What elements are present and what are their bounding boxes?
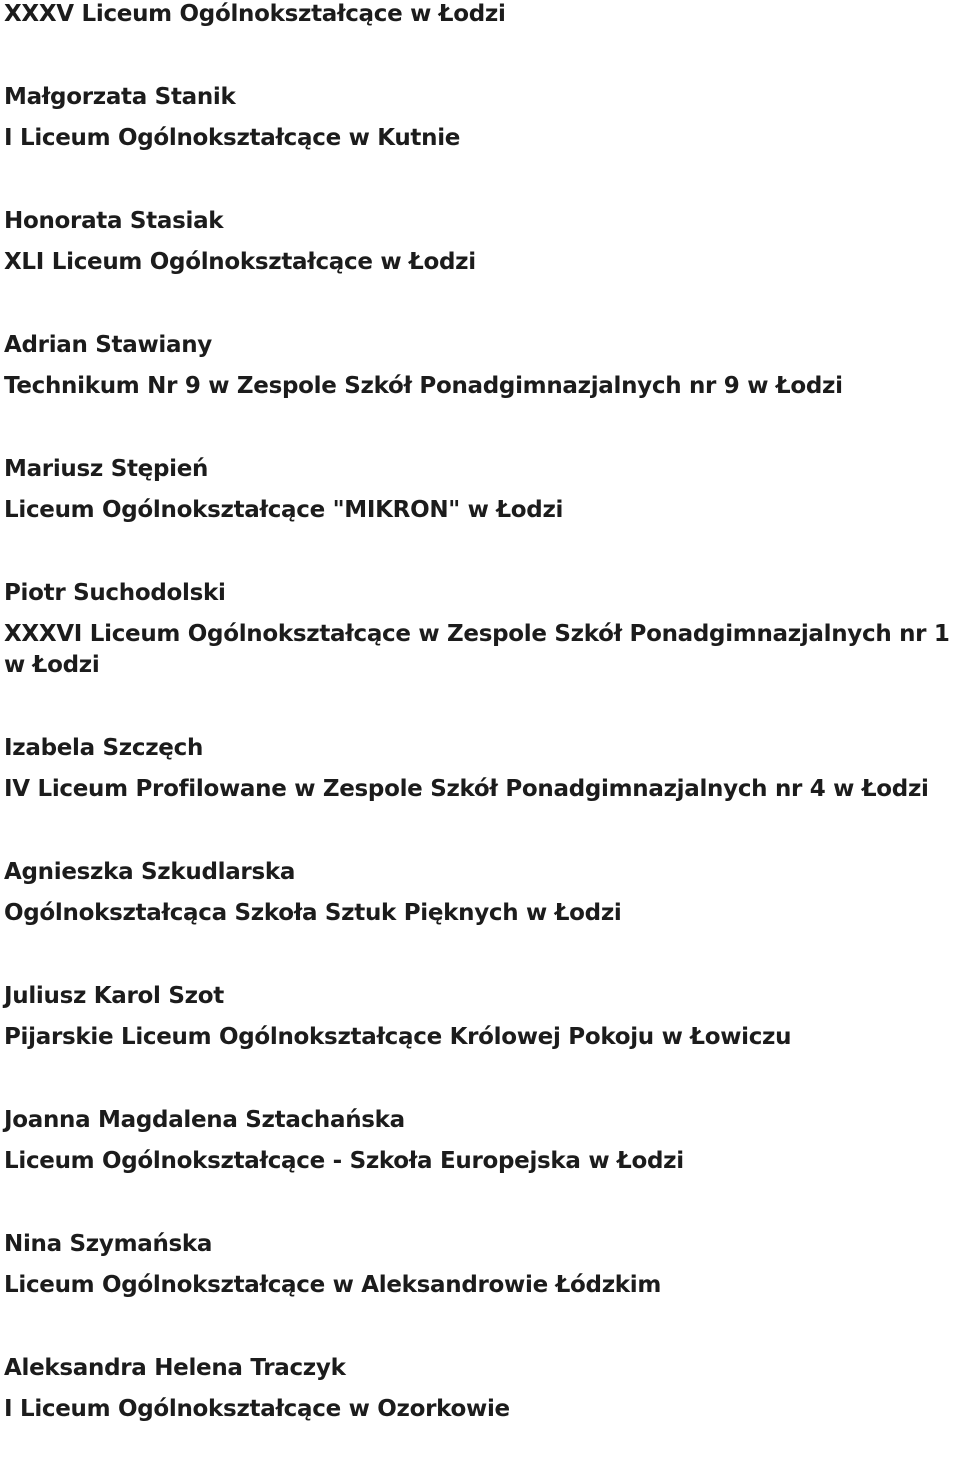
school-line: Liceum Ogólnokształcące - Szkoła Europejska w Łodzi xyxy=(4,1148,684,1174)
school-line: Ogólnokształcąca Szkoła Sztuk Pięknych w Łodzi xyxy=(4,900,622,926)
person-name: Małgorzata Stanik xyxy=(4,84,236,110)
school-line: I Liceum Ogólnokształcące w Ozorkowie xyxy=(4,1396,510,1422)
school-line: I Liceum Ogólnokształcące w Kutnie xyxy=(4,125,461,151)
school-line: XLI Liceum Ogólnokształcące w Łodzi xyxy=(4,249,476,275)
school-line: Pijarskie Liceum Ogólnokształcące Królowej Pokoju w Łowiczu xyxy=(4,1024,792,1050)
school-line: Liceum Ogólnokształcące w Aleksandrowie Łódzkim xyxy=(4,1272,662,1298)
school-line: XXXVI Liceum Ogólnokształcące w Zespole Szkół Ponadgimnazjalnych nr 1 w Łodzi xyxy=(4,621,950,678)
person-name: Juliusz Karol Szot xyxy=(4,983,224,1009)
person-name: Izabela Szczęch xyxy=(4,735,204,761)
school-line: Technikum Nr 9 w Zespole Szkół Ponadgimnazjalnych nr 9 w Łodzi xyxy=(4,373,843,399)
school-line: XXXV Liceum Ogólnokształcące w Łodzi xyxy=(4,1,506,27)
school-line: Liceum Ogólnokształcące "MIKRON" w Łodzi xyxy=(4,497,564,523)
person-name: Mariusz Stępień xyxy=(4,456,209,482)
person-name: Agnieszka Szkudlarska xyxy=(4,859,296,885)
document-page xyxy=(4,0,956,1425)
person-name: Nina Szymańska xyxy=(4,1231,213,1257)
person-name: Piotr Suchodolski xyxy=(4,580,226,606)
school-line: IV Liceum Profilowane w Zespole Szkół Ponadgimnazjalnych nr 4 w Łodzi xyxy=(4,776,929,802)
person-name: Aleksandra Helena Traczyk xyxy=(4,1355,346,1381)
person-name: Joanna Magdalena Sztachańska xyxy=(4,1107,405,1133)
person-name: Honorata Stasiak xyxy=(4,208,224,234)
person-name: Adrian Stawiany xyxy=(4,332,212,358)
